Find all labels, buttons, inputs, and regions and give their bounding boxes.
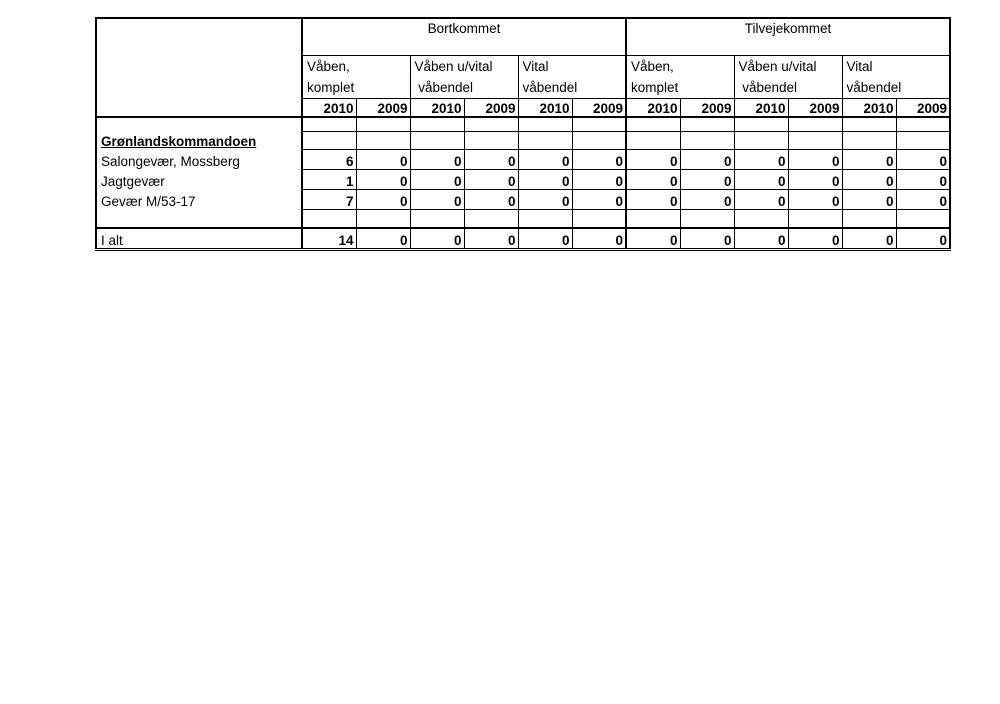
total-cell: 0 [356, 228, 410, 249]
subheader-vital-part: Vital våbendel [518, 55, 626, 98]
total-cell: 0 [734, 228, 788, 249]
value-cell: 0 [896, 169, 950, 189]
year-cell: 2010 [626, 98, 680, 117]
subheader-vital-part: Vital våbendel [842, 55, 950, 98]
group-header-row [96, 18, 950, 55]
value-cell: 7 [302, 189, 356, 209]
total-cell: 0 [896, 228, 950, 249]
subheader-complete-weapon: Våben, komplet [626, 55, 734, 98]
value-cell: 0 [626, 149, 680, 169]
value-cell: 0 [842, 149, 896, 169]
total-cell: 0 [680, 228, 734, 249]
year-cell: 2010 [410, 98, 464, 117]
value-cell: 0 [788, 189, 842, 209]
value-cell: 0 [734, 149, 788, 169]
spacer-row [96, 117, 950, 131]
value-cell: 0 [842, 189, 896, 209]
year-cell: 2010 [842, 98, 896, 117]
value-cell: 0 [680, 169, 734, 189]
subheader-weapon-without-part: Våben u/vital våbendel [410, 55, 518, 98]
year-cell: 2009 [572, 98, 626, 117]
total-cell: 0 [410, 228, 464, 249]
row-label: Jagtgevær [96, 169, 302, 189]
total-cell: 0 [788, 228, 842, 249]
year-cell: 2009 [896, 98, 950, 117]
value-cell: 0 [734, 189, 788, 209]
value-cell: 0 [464, 169, 518, 189]
section-title: Grønlandskommandoen [96, 131, 302, 149]
table-row [96, 149, 950, 169]
value-cell: 0 [572, 189, 626, 209]
value-cell: 6 [302, 149, 356, 169]
year-cell: 2009 [788, 98, 842, 117]
value-cell: 0 [572, 149, 626, 169]
value-cell: 0 [518, 189, 572, 209]
row-label: Gevær M/53-17 [96, 189, 302, 209]
total-cell: 0 [626, 228, 680, 249]
value-cell: 0 [896, 149, 950, 169]
value-cell: 0 [842, 169, 896, 189]
value-cell: 0 [626, 189, 680, 209]
value-cell: 0 [734, 169, 788, 189]
value-cell: 0 [518, 169, 572, 189]
total-label: I alt [96, 228, 302, 249]
value-cell: 0 [356, 189, 410, 209]
value-cell: 0 [680, 189, 734, 209]
value-cell: 0 [572, 169, 626, 189]
total-row [96, 228, 950, 249]
group-header-lost: Bortkommet [302, 18, 626, 55]
value-cell: 0 [788, 149, 842, 169]
value-cell: 0 [356, 149, 410, 169]
value-cell: 0 [464, 149, 518, 169]
year-cell: 2010 [302, 98, 356, 117]
value-cell: 0 [896, 189, 950, 209]
corner-cell [96, 18, 302, 117]
total-cell: 0 [572, 228, 626, 249]
row-label: Salongevær, Mossberg [96, 149, 302, 169]
group-header-recovered: Tilvejekommet [626, 18, 950, 55]
year-cell: 2009 [464, 98, 518, 117]
value-cell: 1 [302, 169, 356, 189]
year-cell: 2010 [734, 98, 788, 117]
value-cell: 0 [356, 169, 410, 189]
value-cell: 0 [626, 169, 680, 189]
year-cell: 2010 [518, 98, 572, 117]
value-cell: 0 [410, 149, 464, 169]
year-cell: 2009 [356, 98, 410, 117]
table-row [96, 169, 950, 189]
subheader-weapon-without-part: Våben u/vital våbendel [734, 55, 842, 98]
total-cell: 0 [464, 228, 518, 249]
spacer-row [96, 209, 950, 228]
subheader-complete-weapon: Våben, komplet [302, 55, 410, 98]
total-cell: 0 [518, 228, 572, 249]
total-cell: 14 [302, 228, 356, 249]
section-row [96, 131, 950, 149]
value-cell: 0 [680, 149, 734, 169]
value-cell: 0 [518, 149, 572, 169]
value-cell: 0 [788, 169, 842, 189]
weapons-table [95, 17, 951, 251]
value-cell: 0 [410, 169, 464, 189]
value-cell: 0 [464, 189, 518, 209]
total-cell: 0 [842, 228, 896, 249]
table-row [96, 189, 950, 209]
value-cell: 0 [410, 189, 464, 209]
year-cell: 2009 [680, 98, 734, 117]
